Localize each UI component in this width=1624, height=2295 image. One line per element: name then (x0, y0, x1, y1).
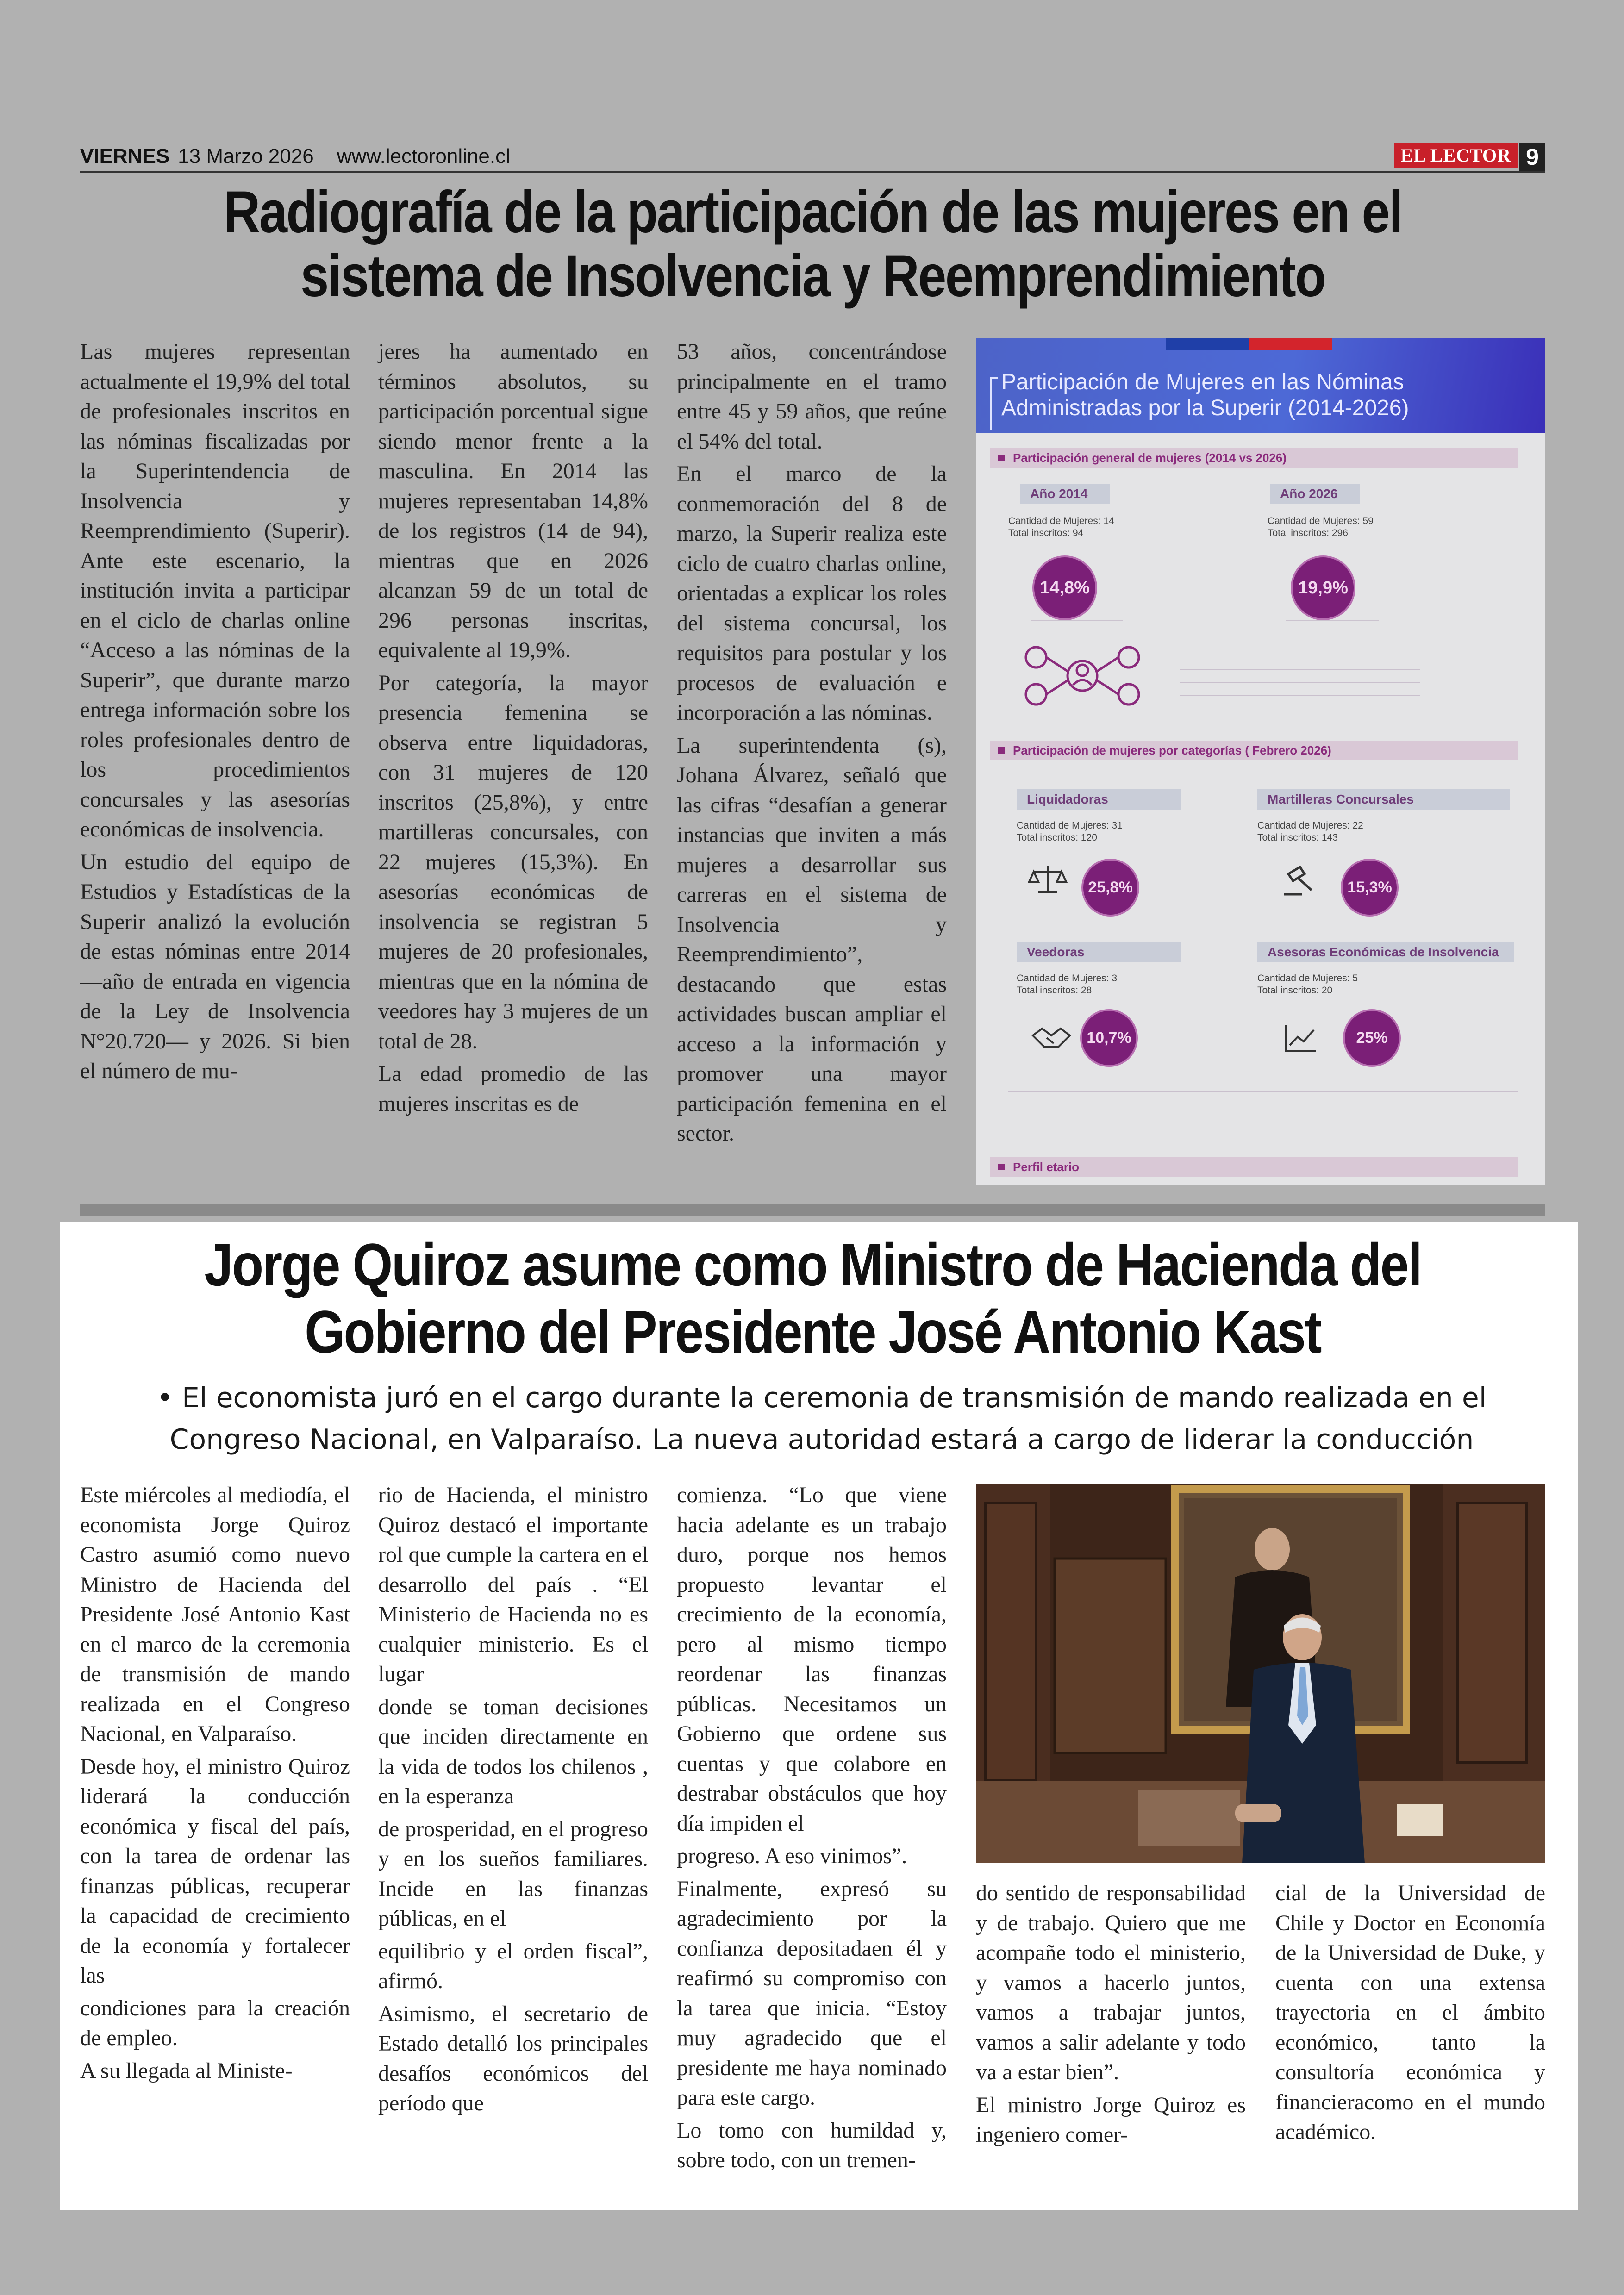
year-2014-total: Total inscritos: 94 (1008, 528, 1084, 538)
faint-growth-note (1180, 664, 1420, 697)
section-title: Participación general de mujeres (2014 vs 2026) (1013, 451, 1287, 465)
category-martilleras-percentage: 15,3% (1341, 859, 1399, 917)
category-liquidadoras-women: Cantidad de Mujeres: 31 (1017, 820, 1123, 831)
title-bracket (990, 377, 998, 430)
article2-column-5 (1275, 1878, 1545, 2150)
category-veedoras-total: Total inscritos: 28 (1017, 985, 1092, 996)
header-info (80, 143, 510, 170)
year-2014-percentage: 14,8% (1032, 555, 1097, 620)
bullet-square-icon (998, 455, 1005, 461)
paragraph: jeres ha aumentado en términos absolutos, su participación porcentual sigue siendo menor frente a la masculina. En 2014 las mujeres representaban 14,8% de los registros (14 de 94), mientras que en 2026 alcanzan 59 de un total de 296 personas inscritas, equivalente al 19,9%. (378, 339, 648, 662)
handshake-icon (1031, 1024, 1072, 1052)
photo-illustration (976, 1484, 1545, 1863)
paragraph: Este miércoles al mediodía, el economista Jorge Quiroz Castro asumió como nuevo Ministro de Hacienda del Presidente José Antonio Kast en el marco de la ceremonia de transmisión de mando realizada en el Congreso Nacional, en Valparaíso. (80, 1483, 350, 1746)
category-asesoras-label: Asesoras Económicas de Insolvencia (1257, 942, 1514, 962)
paragraph: En el marco de la conmemoración del 8 de marzo, la Superir realiza este ciclo de cuatro charlas online, orientadas a explicar los roles del sistema concursal, los requisitos para postular y los procesos de evaluación e incorporación a las nóminas. (677, 461, 947, 725)
paragraph: 53 años, concentrándose principalmente en el tramo entre 45 y 59 años, que reúne el 54% del total. (677, 339, 947, 454)
article2-column-2 (378, 1480, 648, 2121)
paragraph: rio de Hacienda, el ministro Quiroz destacó el importante rol que cumple la cartera en el desarrollo del país . “El Ministerio de Hacienda no es cualquier ministerio. Es el lugar (378, 1483, 648, 1686)
article2-subheadline: • El economista juró en el cargo durante la ceremonia de transmisión de mando realizada en el Congreso Nacional, en Valparaíso. La nueva autoridad estará a cargo de liderar la conducción (156, 1382, 1487, 1456)
women-network-icon (1018, 639, 1147, 713)
infographic (976, 338, 1545, 1185)
section-categories (990, 741, 1518, 760)
paragraph: Desde hoy, el ministro Quiroz liderará la conducción económica y fiscal del país, con la tarea de ordenar las finanzas públicas, recuperar la capacidad de crecimiento de la economía y fortalecer las (80, 1754, 350, 1988)
category-liquidadoras-label: Liquidadoras (1017, 789, 1181, 810)
page-header (80, 143, 1545, 175)
section-general-participation (990, 448, 1518, 468)
category-martilleras-total: Total inscritos: 143 (1257, 832, 1338, 843)
paragraph: A su llegada al Ministe- (80, 2058, 293, 2083)
paragraph: Finalmente, expresó su agradecimiento por la confianza depositadaen él y reafirmó su compromiso con la tarea que inicia. “Estoy muy agradecido que el presidente me haya nominado para este cargo. (677, 1876, 947, 2110)
category-veedoras-percentage: 10,7% (1080, 1009, 1138, 1067)
paragraph: Asimismo, el secretario de Estado detalló los principales desafíos económicos del período que (378, 2001, 648, 2115)
paragraph: condiciones para la creación de empleo. (80, 1996, 350, 2050)
page-number: 9 (1519, 143, 1545, 171)
year-2026-total: Total inscritos: 296 (1268, 528, 1348, 538)
paragraph: progreso. A eso vinimos”. (677, 1844, 907, 1868)
article1-headline: Radiografía de la participación de las mujeres en el sistema de Insolvencia y Reemprendimiento (223, 179, 1402, 309)
category-liquidadoras-total: Total inscritos: 120 (1017, 832, 1097, 843)
category-asesoras-total: Total inscritos: 20 (1257, 985, 1333, 996)
year-2026-faint-caption (1286, 620, 1379, 626)
category-martilleras-label: Martilleras Concursales (1257, 789, 1510, 810)
paragraph: comienza. “Lo que viene hacia adelante es un trabajo duro, porque nos hemos propuesto levantar el crecimiento de la economía, pero al mismo tiempo reordenar las finanzas públicas. Necesitamos un Gobierno que ordene sus cuentas y que colabore en destrabar obstáculos que hoy día impiden el (677, 1483, 947, 1836)
header-rule (80, 171, 1545, 173)
article1-column-2 (378, 337, 648, 1122)
article2-column-1 (80, 1480, 350, 2089)
article2-column-3 (677, 1480, 947, 2178)
gavel-icon (1279, 865, 1321, 897)
infographic-title: Participación de Mujeres en las Nóminas Administradas por la Superir (2014-2026) (1001, 370, 1409, 420)
paragraph: do sentido de responsabilidad y de trabajo. Quiero que me acompañe todo el ministerio, y vamos a hacerlo juntos, vamos a trabajar juntos, vamos a salir adelante y todo va a estar bien”. (976, 1881, 1246, 2084)
minister-photo (976, 1484, 1545, 1863)
paragraph: cial de la Universidad de Chile y Doctor en Economía de la Universidad de Duke, y cuenta con una extensa trayectoria en el ámbito económico, tanto la consultoría económica y financieracomo en el mundo académico. (1275, 1881, 1545, 2144)
paragraph: de prosperidad, en el progreso y en los sueños familiares. Incide en las finanzas públicas, en el (378, 1816, 648, 1931)
faint-category-note (1008, 1088, 1518, 1125)
year-2014-women: Cantidad de Mujeres: 14 (1008, 516, 1114, 526)
category-asesoras-percentage: 25% (1343, 1009, 1401, 1067)
category-asesoras-women: Cantidad de Mujeres: 5 (1257, 973, 1358, 984)
paragraph: Por categoría, la mayor presencia femenina se observa entre liquidadoras, con 31 mujeres de 120 inscritos (25,8%), y entre martilleras concursales, con 22 mujeres (15,3%). En asesorías económicas de insolvencia se registran 5 mujeres de 20 profesionales, mientras que en la nómina de veedores hay 3 mujeres de un total de 28. (378, 670, 648, 1054)
header-date: 13 Marzo 2026 (178, 145, 314, 168)
newspaper-logo: EL LECTOR (1394, 143, 1518, 168)
paragraph: Las mujeres representan actualmente el 19,9% del total de profesionales inscritos en las nóminas fiscalizadas por la Superintendencia de Insolvencia y Reemprendimiento (Superir). Ante este escenario, la institución invita a participar en el ciclo de charlas online “Acceso a las nóminas de la Superir”, que durante marzo entrega información sobre los roles profesionales dentro de los procedimientos concursales y las asesorías económicas de insolvencia. (80, 339, 350, 842)
flag-stripe-blue (1166, 338, 1249, 350)
year-2026-women: Cantidad de Mujeres: 59 (1268, 516, 1374, 526)
article1-column-1 (80, 337, 350, 1089)
scales-icon (1027, 863, 1068, 896)
article2-column-4 (976, 1878, 1246, 2153)
category-liquidadoras-percentage: 25,8% (1081, 859, 1139, 917)
year-2026-percentage: 19,9% (1291, 555, 1355, 620)
year-2014-label: Año 2014 (1020, 484, 1110, 504)
year-2026-label: Año 2026 (1270, 484, 1360, 504)
section-divider (80, 1204, 1545, 1216)
paragraph: Lo tomo con humildad y, sobre todo, con un tremen- (677, 2118, 947, 2172)
paragraph: La edad promedio de las mujeres inscritas es de (378, 1061, 648, 1116)
paragraph: equilibrio y el orden fiscal”, afirmó. (378, 1939, 648, 1993)
section-age-profile (990, 1157, 1518, 1177)
category-martilleras-women: Cantidad de Mujeres: 22 (1257, 820, 1363, 831)
header-website[interactable]: www.lectoronline.cl (337, 145, 510, 168)
paragraph: La superintendenta (s), Johana Álvarez, señaló que las cifras “desafían a generar instancias que inviten a más mujeres a desarrollar sus carreras en el sistema de Insolvencia y Reemprendimiento”, destacando que estas actividades buscan ampliar el acceso a la información y promover una mayor participación femenina en el sector. (677, 733, 947, 1146)
year-2014-faint-caption (1031, 620, 1123, 626)
bullet-square-icon (998, 747, 1005, 754)
paragraph: El ministro Jorge Quiroz es ingeniero comer- (976, 2092, 1246, 2147)
article1-column-3 (677, 337, 947, 1152)
category-veedoras-women: Cantidad de Mujeres: 3 (1017, 973, 1118, 984)
paragraph: donde se toman decisiones que inciden directamente en la vida de todos los chilenos , en la esperanza (378, 1694, 648, 1809)
article2-headline: Jorge Quiroz asume como Ministro de Hacienda del Gobierno del Presidente José Antonio Kast (204, 1231, 1421, 1366)
paragraph: Un estudio del equipo de Estudios y Estadísticas de la Superir analizó la evolución de estas nóminas entre 2014 —año de entrada en vigencia de la Ley de Insolvencia N°20.720— y 2026. Si bien el número de mu- (80, 849, 350, 1083)
section-title: Participación de mujeres por categorías ( Febrero 2026) (1013, 743, 1331, 757)
section-title: Perfil etario (1013, 1160, 1080, 1174)
infographic-banner (976, 338, 1545, 433)
bullet-square-icon (998, 1164, 1005, 1170)
category-veedoras-label: Veedoras (1017, 942, 1181, 962)
flag-stripe-red (1249, 338, 1332, 350)
header-day: VIERNES (80, 145, 170, 168)
chart-document-icon (1281, 1023, 1323, 1055)
